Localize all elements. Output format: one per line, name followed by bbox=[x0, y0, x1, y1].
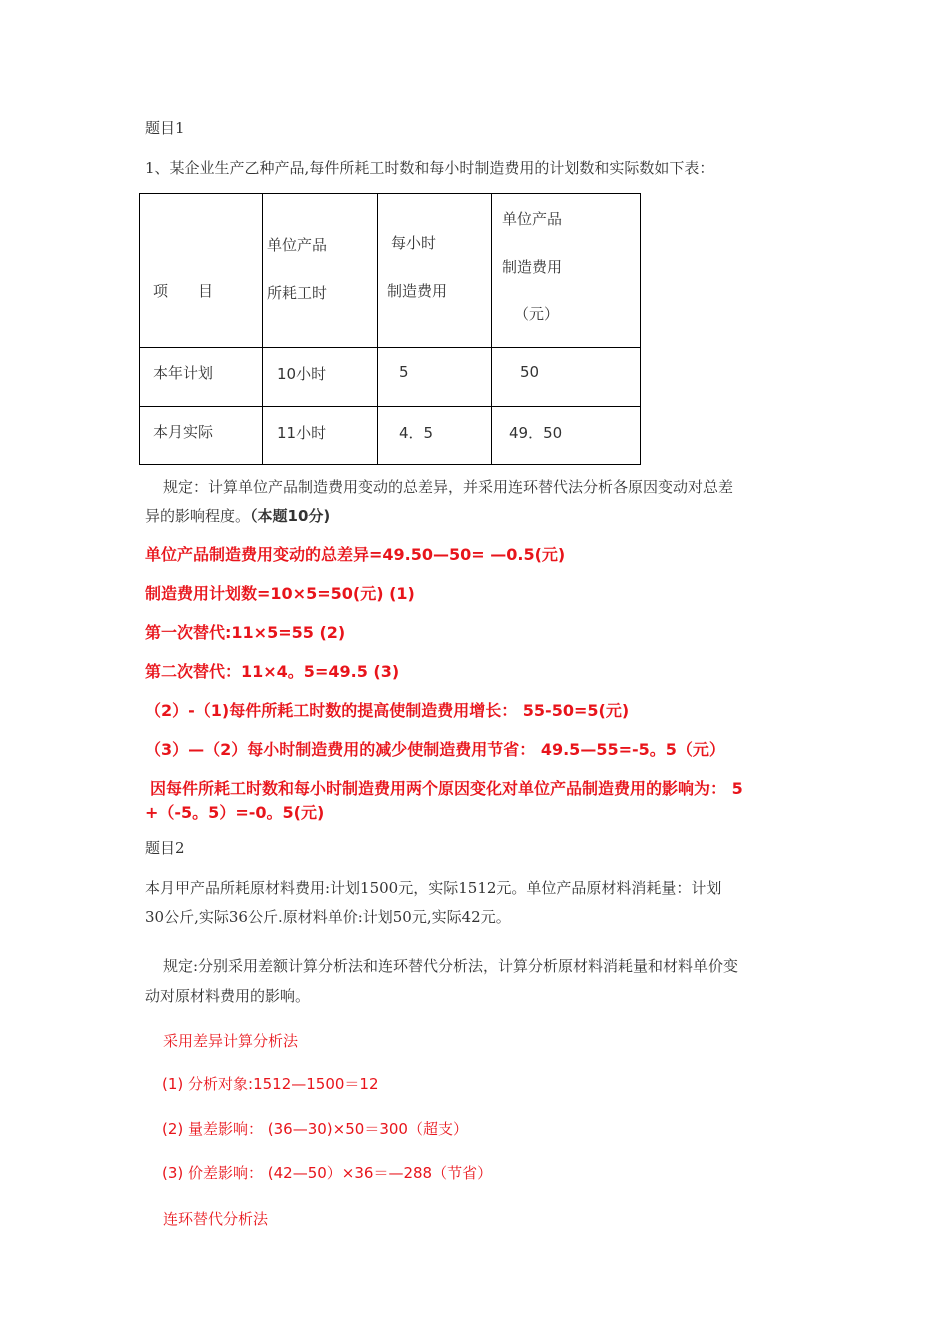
row-plan-cost: 50 bbox=[520, 363, 540, 381]
plan-actual-table bbox=[139, 193, 641, 465]
answer-line-1: 单位产品制造费用变动的总差异=49.50—50= —0.5(元) bbox=[145, 545, 566, 564]
row-plan-rate: 5 bbox=[399, 363, 409, 381]
answer-line-7a: 因每件所耗工时数和每小时制造费用两个原因变化对单位产品制造费用的影响为： 5 bbox=[150, 779, 743, 798]
header-cost-line1: 单位产品 bbox=[502, 210, 563, 228]
question-1-requirement-line1: 规定：计算单位产品制造费用变动的总差异，并采用连环替代法分析各原因变动对总差 bbox=[163, 478, 734, 496]
row-plan-label: 本年计划 bbox=[153, 364, 214, 382]
requirement-score: （本题10分) bbox=[250, 507, 331, 525]
question-2-requirement-line1: 规定:分别采用差额计算分析法和连环替代分析法，计算分析原材料消耗量和材料单价变 bbox=[163, 957, 739, 975]
header-cost-line2: 制造费用 bbox=[502, 258, 563, 276]
row-plan-hours: 10小时 bbox=[277, 365, 327, 383]
method-1-item-1: (1) 分析对象:1512—1500＝12 bbox=[162, 1075, 379, 1093]
method-1-item-3: (3) 价差影响： (42—50）×36＝—288（节省） bbox=[162, 1164, 493, 1182]
answer-line-6: （3）—（2）每小时制造费用的减少使制造费用节省： 49.5—55=-5。5（元） bbox=[145, 740, 725, 759]
answer-line-5: （2）-（1)每件所耗工时数的提高使制造费用增长： 55-50=5(元) bbox=[145, 701, 630, 720]
row-actual-cost: 49．50 bbox=[509, 424, 563, 442]
answer-line-2: 制造费用计划数=10×5=50(元) (1) bbox=[145, 584, 415, 603]
row-actual-rate: 4．5 bbox=[399, 424, 434, 442]
header-item: 项 目 bbox=[153, 282, 214, 300]
row-actual-label: 本月实际 bbox=[153, 423, 214, 441]
question-1-intro: 1、某企业生产乙种产品,每件所耗工时数和每小时制造费用的计划数和实际数如下表： bbox=[145, 159, 715, 177]
header-hours-line1: 单位产品 bbox=[267, 236, 328, 254]
header-rate-line2: 制造费用 bbox=[387, 282, 448, 300]
method-1-title: 采用差异计算分析法 bbox=[163, 1032, 299, 1050]
question-2-intro-line2: 30公斤,实际36公斤.原材料单价:计划50元,实际42元。 bbox=[145, 908, 511, 926]
question-2-requirement-line2: 动对原材料费用的影响。 bbox=[145, 987, 311, 1005]
question-1-heading: 题目1 bbox=[145, 119, 185, 137]
answer-line-3: 第一次替代:11×5=55 (2) bbox=[145, 623, 346, 642]
header-hours-line2: 所耗工时 bbox=[267, 284, 328, 302]
answer-line-7b: +（-5。5）=-0。5(元) bbox=[145, 803, 325, 822]
question-2-heading: 题目2 bbox=[145, 839, 185, 857]
row-actual-hours: 11小时 bbox=[277, 424, 327, 442]
question-2-intro-line1: 本月甲产品所耗原材料费用:计划1500元，实际1512元。单位产品原材料消耗量：计划 bbox=[145, 879, 722, 897]
requirement-text: 异的影响程度。 bbox=[145, 507, 251, 525]
method-2-title: 连环替代分析法 bbox=[163, 1210, 269, 1228]
question-1-requirement-line2 bbox=[145, 505, 330, 526]
header-cost-line3: （元） bbox=[514, 305, 560, 323]
answer-line-4: 第二次替代：11×4。5=49.5 (3) bbox=[145, 662, 400, 681]
method-1-item-2: (2) 量差影响： (36—30)×50＝300（超支） bbox=[162, 1120, 468, 1138]
header-rate-line1: 每小时 bbox=[391, 234, 437, 252]
